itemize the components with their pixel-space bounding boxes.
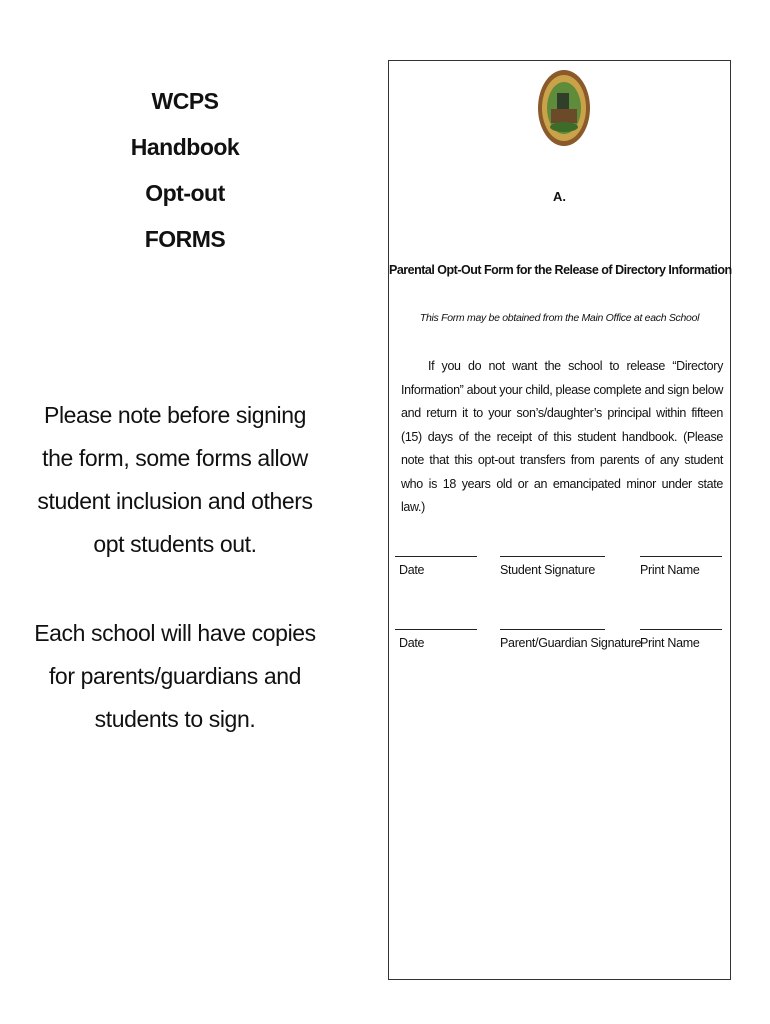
title-line-wcps: WCPS — [151, 88, 219, 114]
title-line-handbook: Handbook — [130, 134, 240, 160]
parent-date-line[interactable] — [395, 629, 477, 630]
student-signature-line[interactable] — [500, 556, 605, 557]
form-instructions — [401, 355, 723, 520]
form-subtitle: This Form may be obtained from the Main Office at each School — [419, 312, 700, 324]
parent-date-label: Date — [399, 636, 425, 650]
parent-print-name-line[interactable] — [640, 629, 722, 630]
school-seal-icon — [537, 69, 591, 147]
form-title: Parental Opt-Out Form for the Release of Directory Information — [389, 263, 732, 277]
title-line-opt-out: Opt-out — [145, 180, 225, 206]
form-instructions-text: If you do not want the school to release “Directory Information” about your child, please complete and sign below and return it to your son’s/daughter’s principal within fifteen (15) days of the receipt of this student handbook. (Please note that this opt-out transfers from parents of any student who is 18 years old or an emancipated minor under state law.) — [401, 359, 723, 514]
title-line-forms: FORMS — [144, 226, 226, 252]
signing-note: Please note before signing the form, some forms allow student inclusion and others opt students out. — [37, 402, 313, 557]
opt-out-form-panel — [388, 60, 731, 980]
parent-print-name-label: Print Name — [640, 636, 700, 650]
copies-note: Each school will have copies for parents/guardians and students to sign. — [34, 620, 316, 732]
student-signature-label: Student Signature — [500, 563, 595, 577]
parent-signature-label: Parent/Guardian Signature — [500, 636, 642, 650]
student-print-name-label: Print Name — [640, 563, 700, 577]
student-date-label: Date — [399, 563, 425, 577]
handbook-title — [60, 78, 310, 262]
section-letter: A. — [553, 189, 566, 204]
student-print-name-line[interactable] — [640, 556, 722, 557]
student-date-line[interactable] — [395, 556, 477, 557]
parent-signature-line[interactable] — [500, 629, 605, 630]
